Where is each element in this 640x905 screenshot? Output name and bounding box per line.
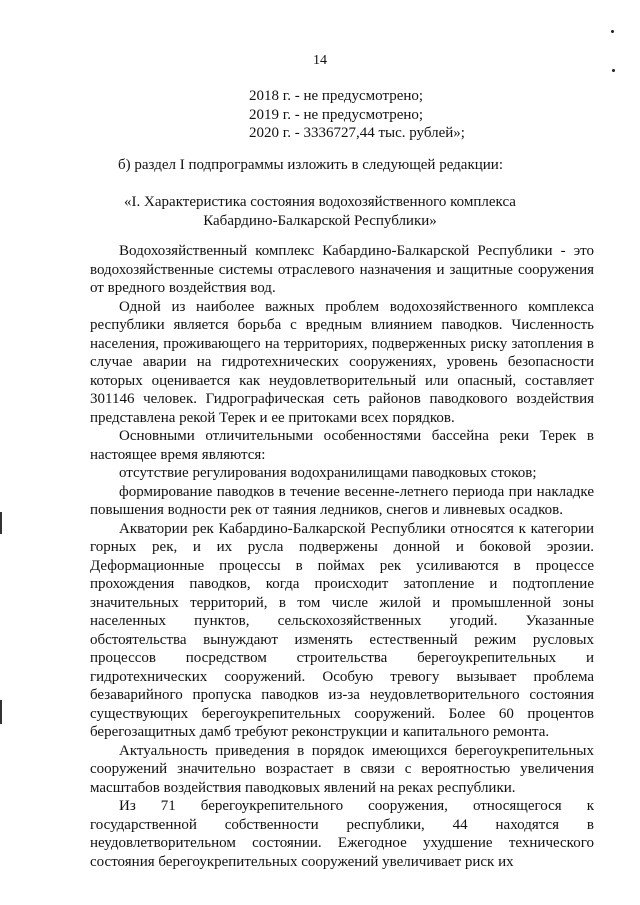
paragraph: Акватории рек Кабардино-Балкарской Республики относятся к категории горных рек, и их русла подвержены донной и боковой эрозии. Деформационные процессы в поймах рек усиливаются в процессе прохождения паводков, когда происходит затопление и подтопление значительных территорий, в том числе жилой и промышленной зоны населенных пунктов, сельскохозяйственных угодий. Указанные обстоятельства вынуждают изменять естественный режим русловых процессов посредством строительства берегоукрепительных и гидротехнических сооружений. Особую тревогу вызывает проблема безаварийного пропуска паводков из-за неудовлетворительного состояния существующих берегоукрепительных сооружений. Более 60 процентов берегозащитных дамб требуют реконструкции и капитального ремонта.	[90, 520, 594, 740]
paragraph: Основными отличительными особенностями бассейна реки Терек в настоящее время являются:	[90, 428, 594, 463]
year-line-2020: 2020 г. - 3336727,44 тыс. рублей»;	[249, 125, 465, 141]
section-heading	[90, 193, 550, 230]
paragraph: Из 71 берегоукрепительного сооружения, относящегося к государственной собственности республики, 44 находятся в неудовлетворительном состоянии. Ежегодное ухудшение технического состояния берегоукрепительных сооружений увеличивает риск их	[90, 798, 594, 870]
page-number: 14	[313, 53, 327, 68]
paragraph: Актуальность приведения в порядок имеющихся берегоукрепительных сооружений значительно возрастает в связи с вероятностью увеличения масштабов воздействия паводковых явлений на реках республики.	[90, 742, 594, 796]
heading-line-2: Кабардино-Балкарской Республики»	[203, 212, 437, 229]
body-text	[90, 242, 594, 871]
paragraph: формирование паводков в течение весенне-летнего периода при накладке повышения водности рек от таяния ледников, снегов и ливневых осадков.	[90, 483, 594, 518]
heading-line-1: «I. Характеристика состояния водохозяйственного комплекса	[124, 194, 516, 210]
year-line-2018: 2018 г. - не предусмотрено;	[249, 88, 424, 104]
scan-dot-mark	[612, 69, 615, 72]
section-instruction: б) раздел I подпрограммы изложить в следующей редакции:	[118, 157, 503, 173]
scan-edge-mark	[0, 700, 2, 724]
paragraph: Водохозяйственный комплекс Кабардино-Балкарской Республики - это водохозяйственные системы отраслевого назначения и защитные сооружения от вредного воздействия вод.	[90, 243, 594, 296]
scan-edge-mark	[0, 512, 2, 534]
paragraph: отсутствие регулирования водохранилищами паводковых стоков;	[119, 465, 537, 481]
funding-years-list	[249, 87, 465, 143]
scan-dot-mark	[611, 30, 614, 33]
year-line-2019: 2019 г. - не предусмотрено;	[249, 106, 424, 123]
paragraph: Одной из наиболее важных проблем водохозяйственного комплекса республики является борьба с вредным влиянием паводков. Численность населения, проживающего на территориях, подверженных риску затопления в случае аварии на гидротехнических сооружениях, уровень безопасности которых оценивается как неудовлетворительный или опасный, составляет 301146 человек. Гидрографическая сеть районов паводкового воздействия представлена рекой Терек и ее притоками всех порядков.	[90, 298, 594, 426]
